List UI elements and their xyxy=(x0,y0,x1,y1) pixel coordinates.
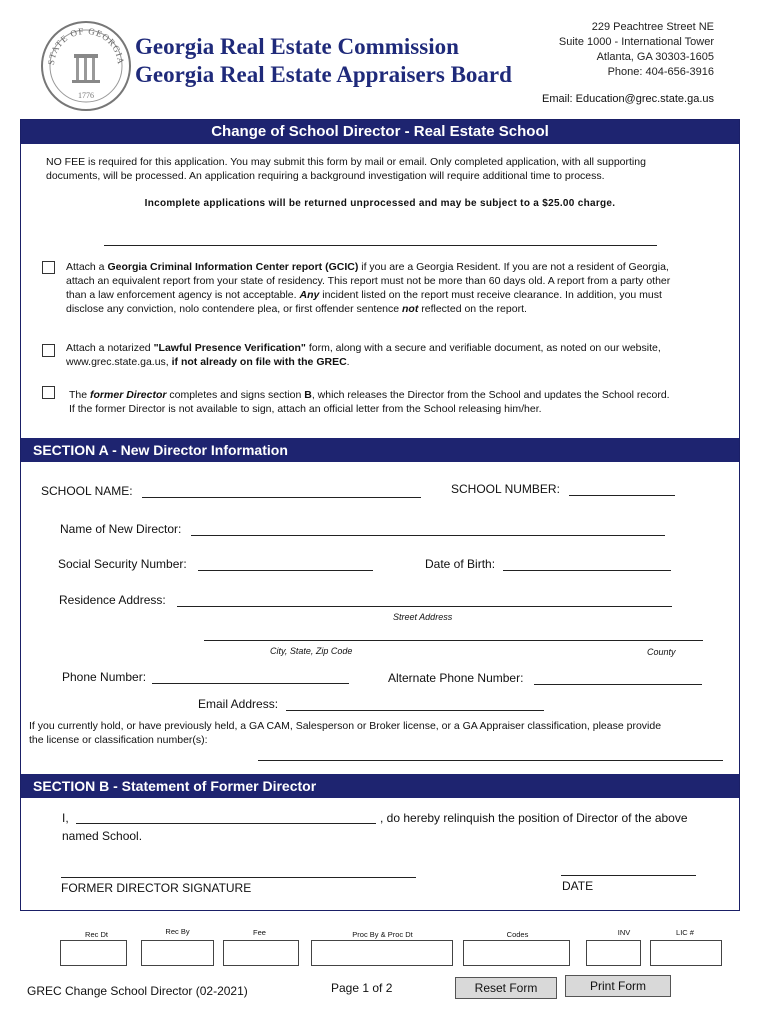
section-a-header: SECTION A - New Director Information xyxy=(21,438,739,462)
relinquish-statement: , do hereby relinquish the position of Director of the above xyxy=(380,811,688,825)
office-box-rec-by[interactable] xyxy=(141,940,214,966)
form-title: Change of School Director - Real Estate School xyxy=(21,120,739,144)
residence-street-field[interactable] xyxy=(177,606,672,607)
divider-line xyxy=(104,245,657,246)
checkbox-gcic[interactable] xyxy=(42,261,55,274)
office-label-rec-dt: Rec Dt xyxy=(85,930,108,939)
phone-label: Phone Number: xyxy=(62,670,147,684)
new-director-name-field[interactable] xyxy=(191,535,665,536)
checkbox-lawful-presence[interactable] xyxy=(42,344,55,357)
school-number-label: SCHOOL NUMBER: xyxy=(451,482,560,496)
reset-form-button[interactable]: Reset Form xyxy=(455,977,557,999)
address-line: Phone: 404-656-3916 xyxy=(607,66,714,78)
county-caption: County xyxy=(647,647,676,657)
relinquish-statement-cont: named School. xyxy=(62,829,143,843)
address-line: Suite 1000 - International Tower xyxy=(558,36,714,48)
school-name-label: SCHOOL NAME: xyxy=(41,484,133,498)
alternate-phone-field[interactable] xyxy=(534,684,702,685)
license-number-field[interactable] xyxy=(258,760,723,761)
address-line: Atlanta, GA 30303-1605 xyxy=(596,51,714,63)
seal-year: 1776 xyxy=(78,91,94,100)
ssn-label: Social Security Number: xyxy=(58,557,187,571)
office-address xyxy=(559,20,714,80)
print-form-button[interactable]: Print Form xyxy=(565,975,671,997)
school-number-field[interactable] xyxy=(569,495,675,496)
org-title-commission: Georgia Real Estate Commission xyxy=(135,34,459,59)
street-address-caption: Street Address xyxy=(393,612,453,622)
contact-email: Email: Education@grec.state.ga.us xyxy=(542,93,714,105)
new-director-name-label: Name of New Director: xyxy=(60,522,182,536)
email-field[interactable] xyxy=(286,710,544,711)
intro-line: documents, will be processed. An application requiring a background investigation will require additional time to process. xyxy=(46,170,605,182)
office-label-proc: Proc By & Proc Dt xyxy=(352,930,413,939)
school-name-field[interactable] xyxy=(142,497,421,498)
svg-text:STATE OF GEORGIA: STATE OF GEORGIA xyxy=(45,25,127,66)
date-field[interactable] xyxy=(561,875,696,876)
checklist-item-former-director: The former Director completes and signs section B, which releases the Director from the School and updates the School record. If the former Director is not available to sign, attach an official letter from the School releasing him/her. xyxy=(69,389,670,415)
alternate-phone-label: Alternate Phone Number: xyxy=(388,671,524,685)
office-box-rec-dt[interactable] xyxy=(60,940,127,966)
i-label: I, xyxy=(62,811,69,825)
address-line: 229 Peachtree Street NE xyxy=(591,21,714,33)
office-box-codes[interactable] xyxy=(463,940,570,966)
date-label: DATE xyxy=(562,879,594,893)
page-number: Page 1 of 2 xyxy=(331,981,393,995)
former-director-name-field[interactable] xyxy=(76,823,376,824)
office-box-proc[interactable] xyxy=(311,940,453,966)
office-label-fee: Fee xyxy=(253,928,266,937)
intro-line: NO FEE is required for this application. You may submit this form by mail or email. Only completed application, with all supporting xyxy=(46,156,646,168)
signature-field[interactable] xyxy=(61,877,416,878)
email-label: Email Address: xyxy=(198,697,279,711)
dob-label: Date of Birth: xyxy=(425,557,496,571)
office-label-inv: INV xyxy=(617,928,631,937)
checklist-item-gcic: Attach a Georgia Criminal Information Center report (GCIC) if you are a Georgia Resident. If you are not a resident of Georgia, attach an equivalent report from your state of residency. This report must not be more than 60 days old. A report from a party other than a law enforcement agency is not acceptable. Any incident listed on the report must receive clearance. In addition, you must disclose any conviction, nolo contendere plea, or first offender sentence not reflected on the report. xyxy=(66,261,671,315)
org-title-appraisers: Georgia Real Estate Appraisers Board xyxy=(135,62,512,87)
office-label-lic: LIC # xyxy=(676,928,694,937)
office-box-fee[interactable] xyxy=(223,940,299,966)
signature-label: FORMER DIRECTOR SIGNATURE xyxy=(61,881,252,895)
city-state-zip-caption: City, State, Zip Code xyxy=(270,646,353,656)
residence-city-field[interactable] xyxy=(204,640,703,641)
office-box-inv[interactable] xyxy=(586,940,641,966)
license-instructions: If you currently hold, or have previously held, a GA CAM, Salesperson or Broker license, or a GA Appraiser classification, please provide the license or classification number(s): xyxy=(29,720,662,746)
ssn-field[interactable] xyxy=(198,570,373,571)
office-box-lic[interactable] xyxy=(650,940,722,966)
checkbox-former-director[interactable] xyxy=(42,386,55,399)
section-b-header: SECTION B - Statement of Former Director xyxy=(21,774,739,798)
intro-text xyxy=(46,155,646,183)
office-label-codes: Codes xyxy=(506,930,529,939)
office-label-rec-by: Rec By xyxy=(165,927,190,936)
dob-field[interactable] xyxy=(503,570,671,571)
georgia-state-seal xyxy=(40,20,132,112)
incomplete-warning: Incomplete applications will be returned unprocessed and may be subject to a $25.00 charge. xyxy=(144,198,616,209)
form-id: GREC Change School Director (02-2021) xyxy=(27,984,248,998)
checklist-item-lawful-presence: Attach a notarized "Lawful Presence Verification" form, along with a secure and verifiable document, as noted on our website, www.grec.state.ga.us, if not already on file with the GREC. xyxy=(66,342,661,368)
phone-field[interactable] xyxy=(152,683,349,684)
residence-address-label: Residence Address: xyxy=(59,593,166,607)
